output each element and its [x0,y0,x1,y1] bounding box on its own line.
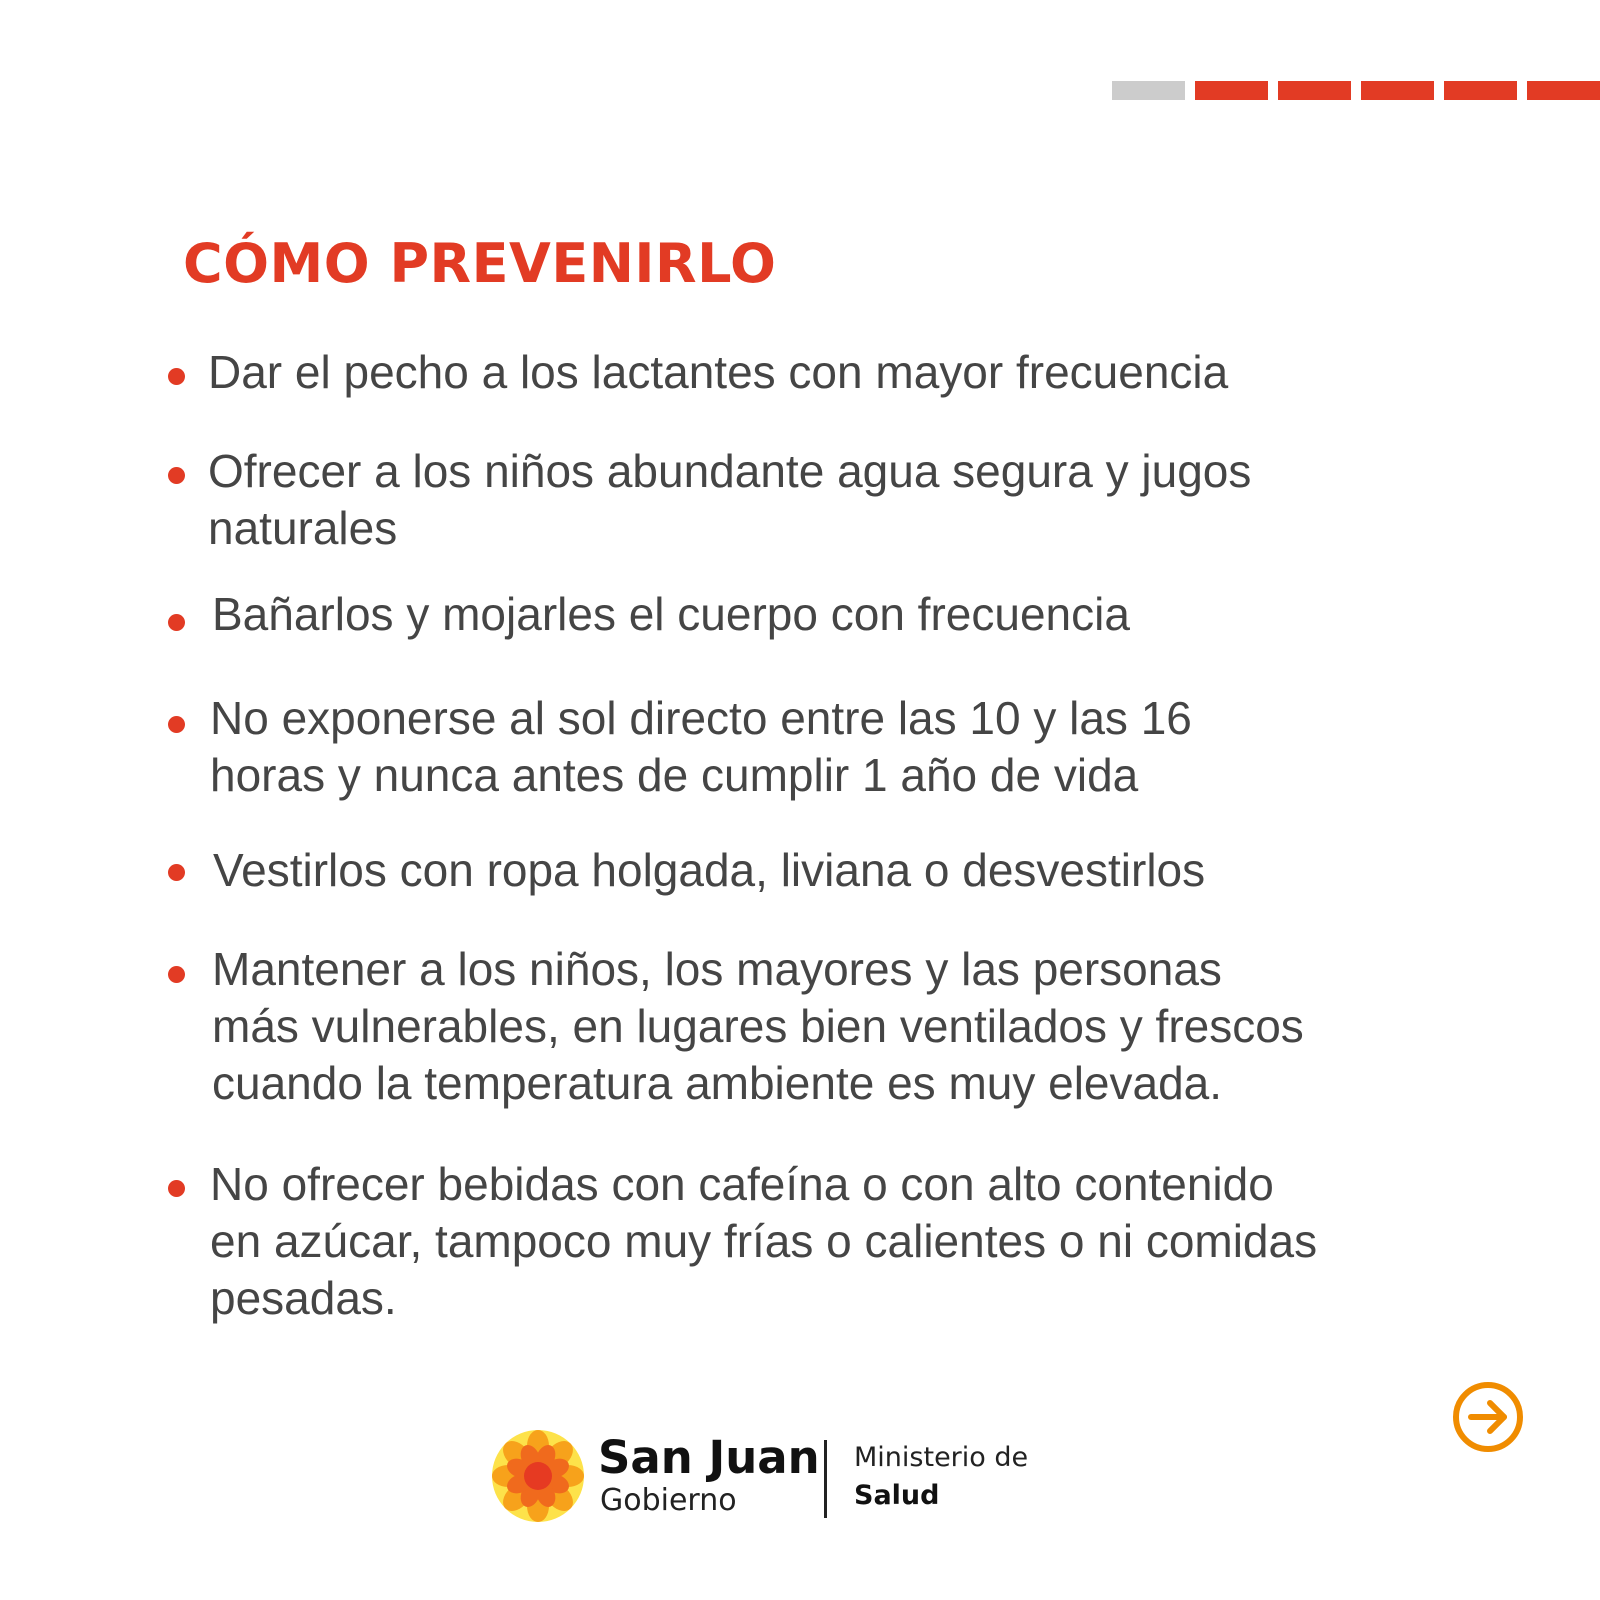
bullet-icon [168,716,185,733]
progress-step [1527,81,1600,100]
ministry-label: Ministerio de [854,1442,1029,1473]
bullet-icon [168,966,185,983]
tip-text: Dar el pecho a los lactantes con mayor frecuencia [208,346,1229,398]
progress-step [1444,81,1517,100]
brand-name: San Juan [598,1431,820,1484]
progress-step [1195,81,1268,100]
brand-subtitle: Gobierno [600,1483,737,1518]
flower-icon [490,1428,586,1524]
next-button[interactable] [1452,1381,1524,1453]
tip-text: No exponerse al sol directo entre las 10 y las 16 horas y nunca antes de cumplir 1 año de vida [210,692,1192,801]
tip-text: Vestirlos con ropa holgada, liviana o desvestirlos [213,844,1206,896]
tip-text: No ofrecer bebidas con cafeína o con alto contenido en azúcar, tampoco muy frías o calientes o ni comidas pesadas. [210,1158,1318,1324]
progress-step [1112,81,1185,100]
tip-text: Ofrecer a los niños abundante agua segura y jugos naturales [208,445,1252,554]
progress-indicator [1112,81,1600,100]
divider [824,1440,827,1518]
ministry-name: Salud [854,1480,940,1511]
bullet-icon [168,864,185,881]
bullet-icon [168,467,185,484]
tip-text: Mantener a los niños, los mayores y las personas más vulnerables, en lugares bien ventilados y frescos cuando la temperatura ambiente es muy elevada. [212,943,1304,1109]
progress-step [1278,81,1351,100]
bullet-icon [168,1180,185,1197]
bullet-icon [168,614,185,631]
tip-text: Bañarlos y mojarles el cuerpo con frecuencia [212,588,1130,640]
footer-logo [490,1428,1050,1528]
page-title: CÓMO PREVENIRLO [183,232,777,295]
progress-step [1361,81,1434,100]
bullet-icon [168,368,185,385]
arrow-right-circle-icon [1452,1381,1524,1453]
